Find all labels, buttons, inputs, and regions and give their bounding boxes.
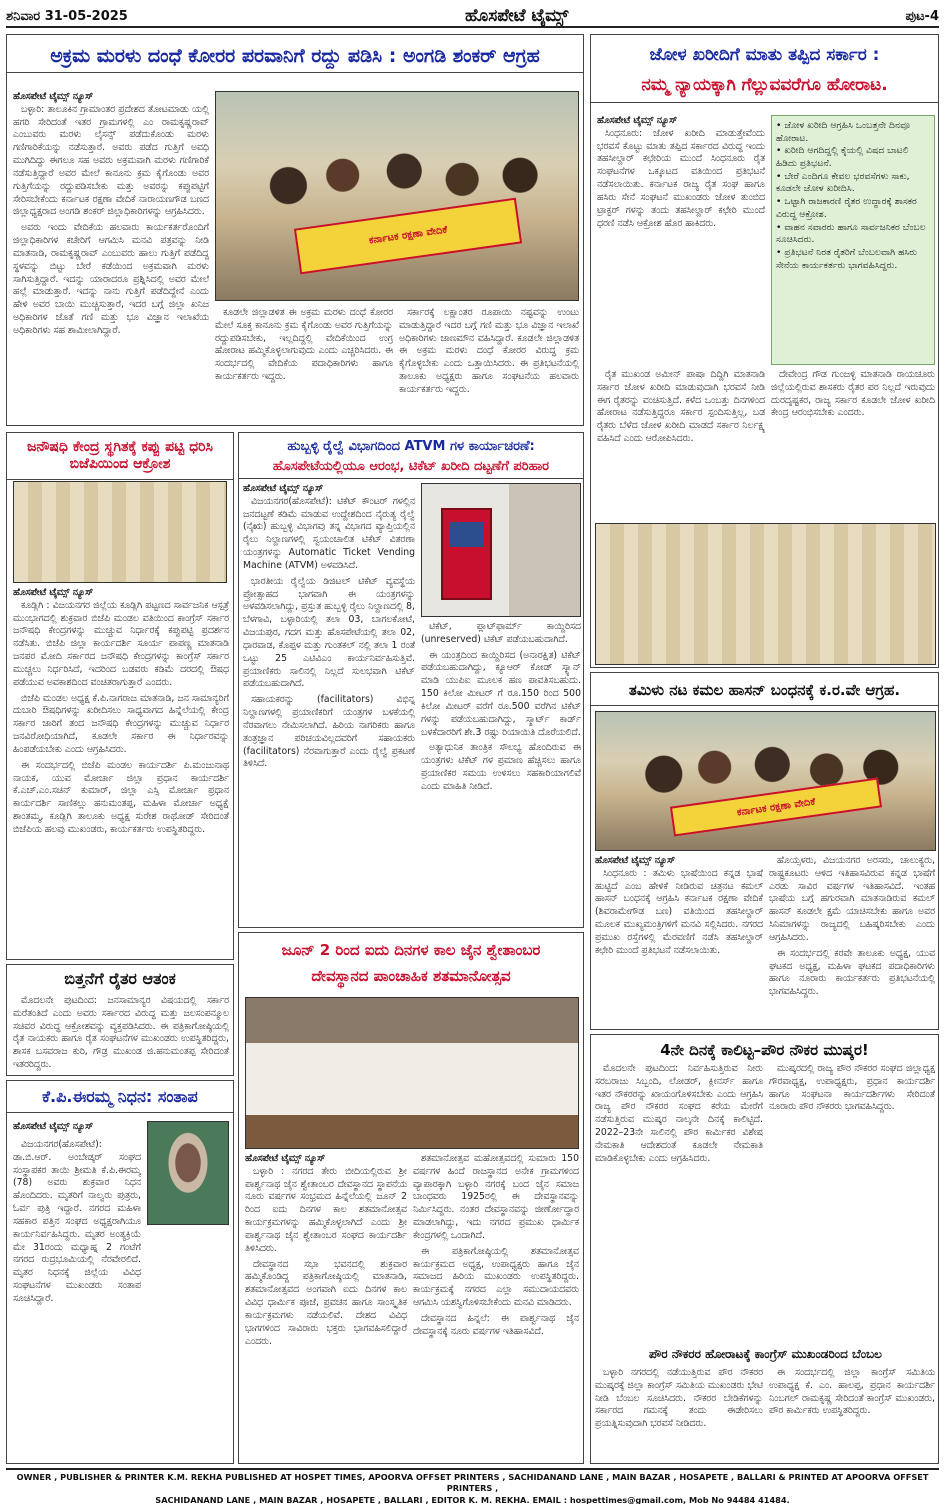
imprint-line: OWNER , PUBLISHER & PRINTER K.M. REKHA PUBLISHED AT HOSPET TIMES, APOORVA OFFSET PRINTERS , SACHIDANAND LANE , MAIN BAZAR , HOSAPETE , BALLARI & PRINTED AT APOORVA OFFSET PRINTERS ,: [16, 1472, 929, 1494]
obituary-portrait-photo: [147, 1121, 229, 1225]
article-paragraph: ಸರ್ಕಾರಕ್ಕೆ ಲಕ್ಷಾಂತರ ರೂಪಾಯಿ ನಷ್ಟವನ್ನು ಉಂಟು ಮಾಡುತ್ತಿದ್ದಾರೆ ಇದರ ಬಗ್ಗೆ ಗಣಿ ಮತ್ತು ಭೂ ವಿಜ್ಞಾನ ಇಲಾಖೆ ಅಧಿಕಾರಿಗಳು ಜಾಣಮೌನ ವಹಿಸಿದ್ದಾರೆ. ಕೂಡಲೇ ಜಿಲ್ಲಾಡಳಿತ ಈ ಅಕ್ರಮ ಮರಳು ದಂಧೆ ಕೋರರ ವಿರುದ್ಧ ಕ್ರಮ ಕೈಗೊಳ್ಳಬೇಕು ಎಂದು ಒತ್ತಾಯಿಸಿದರು. ಈ ಪ್ರತಿಭಟನೆಯಲ್ಲಿ ತಾಲೂಕು ಅಧ್ಯಕ್ಷರು ಹಾಗೂ ಸಂಘಟನೆಯ ಹಲವಾರು ಕಾರ್ಯಕರ್ತರು ಇದ್ದರು.: [399, 307, 579, 395]
article-byline: ಹೊಸಪೇಟೆ ಟೈಮ್ಸ್ ನ್ಯೂಸ್: [595, 855, 676, 866]
article-paragraph: ಈ ಪತ್ರಿಕಾಗೋಷ್ಠಿಯಲ್ಲಿ ಶತಮಾನೋತ್ಸವ ಕಾರ್ಯಕ್ರಮದ ಅಧ್ಯಕ್ಷ, ಉಪಾಧ್ಯಕ್ಷರು ಹಾಗೂ ಜೈನ ಸಮಾಜದ ಹಿರಿಯ ಮುಖಂಡರು ಉಪಸ್ಥಿತರಿದ್ದರು. ಕಾರ್ಯಕ್ರಮಕ್ಕೆ ನಗರದ ಎಲ್ಲಾ ಸಮುದಾಯದವರು ಆಗಮಿಸಿ ಯಶಸ್ವಿಗೊಳಿಸಬೇಕೆಂದು ಮನವಿ ಮಾಡಿದರು.: [413, 1245, 579, 1309]
highlight-item: • ವಾಹನ ಸವಾರರು ಹಾಗೂ ಸಾರ್ವಜನಿಕರ ಬೆಂಬಲ ಸೂಚಿಸಿದರು.: [776, 221, 926, 246]
article-atvm: [238, 432, 584, 928]
article-paragraph: ಕೂಡ್ಲಿಗಿ : ವಿಜಯನಗರ ಜಿಲ್ಲೆಯ ಕೂಡ್ಲಿಗಿ ಪಟ್ಟಣದ ಸಾರ್ವಜನಿಕ ಆಸ್ಪತ್ರೆ ಮುಂಭಾಗದಲ್ಲಿ ಶುಕ್ರವಾರ ಬಿಜೆಪಿ ಮಂಡಲ ವತಿಯಿಂದ ಕಾಂಗ್ರೆಸ್ ಸರ್ಕಾರ ಜನೌಷಧಿ ಕೇಂದ್ರಗಳನ್ನು ಮುಚ್ಚುವ ನಿರ್ಧಾರಕ್ಕೆ ಕಪ್ಪುಪಟ್ಟಿ ಪ್ರದರ್ಶನ ನಡೆಸಿತು. ಬಿಜೆಪಿ ಜಿಲ್ಲಾ ಕಾರ್ಯದರ್ಶಿ ಸೂರ್ಯ ಪಾಪಣ್ಣ ಮಾತನಾಡಿ ಜನಪರ ಮೋದಿ ಸರ್ಕಾರದ ಜನೌಷಧಿ ಕೇಂದ್ರಗಳನ್ನು ಕಾಂಗ್ರೆಸ್ ಸರ್ಕಾರ ಮುಚ್ಚಲು ನಿರ್ಧರಿಸಿದೆ, ಇದರಿಂದ ಬಡವರು ಕಡಿಮೆ ದರದಲ್ಲಿ ಔಷಧ ಪಡೆಯುವ ಅವಕಾಶದಿಂದ ವಂಚಿತರಾಗುತ್ತಾರೆ ಎಂದರು.: [13, 599, 229, 688]
article-paragraph: ಈ ಸಂದರ್ಭದಲ್ಲಿ ಜಿಲ್ಲಾ ಕಾಂಗ್ರೆಸ್ ಸಮಿತಿಯ ಉಪಾಧ್ಯಕ್ಷ ಕೆ. ಎಂ. ಹಾಲಪ್ಪ, ಪ್ರಧಾನ ಕಾರ್ಯದರ್ಶಿ ನಿಂಬಗಲ್ ರಾಮಕೃಷ್ಣ ಸೇರಿದಂತೆ ಕಾಂಗ್ರೆಸ್ ಮುಖಂಡರು, ಪೌರ ಕಾರ್ಮಿಕರು ಉಪಸ್ಥಿತರಿದ್ದರು.: [769, 1367, 935, 1417]
farmers-protest-photo: [595, 523, 936, 665]
article-headline: ಹೊಸಪೇಟೆಯಲ್ಲಿಯೂ ಆರಂಭ, ಟಿಕೆಟ್ ಖರೀದಿ ದಟ್ಟಣೆಗೆ ಪರಿಹಾರ: [239, 457, 583, 480]
atvm-machine: [441, 508, 492, 600]
article-paragraph: ಅತ್ಯಾಧುನಿಕ ತಾಂತ್ರಿಕ ಸೌಲಭ್ಯ ಹೊಂದಿರುವ ಈ ಯಂತ್ರಗಳು ಟಿಕೆಟ್ ಗಳ ಪ್ರಮಾಣ ಹೆಚ್ಚಿಸಲು ಹಾಗೂ ಪ್ರಯಾಣಿಕರ ಸಮಯ ಉಳಿಸಲು ಸಹಕಾರಿಯಾಗಲಿವೆ ಎಂದು ಮಾಹಿತಿ ನೀಡಿದೆ.: [421, 742, 581, 792]
article-paragraph: ರೈತ ಮುಖಂಡ ಅಮೀನ್ ಪಾಷಾ ದಿದ್ದಿಗಿ ಮಾತನಾಡಿ ಸರ್ಕಾರ ಜೋಳ ಖರೀದಿ ಮಾಡುವುದಾಗಿ ಭರವಸೆ ನೀಡಿ ಈಗ ರೈತರನ್ನು ವಂಚಿಸುತ್ತಿದೆ. ಕಳೆದ ಒಂಬತ್ತು ದಿನಗಳಿಂದ ಹೋರಾಟ ನಡೆಸುತ್ತಿದ್ದರೂ ಸರ್ಕಾರ ಸ್ಪಂದಿಸುತ್ತಿಲ್ಲ, ಬಡ ರೈತರು ಬೆಳೆದ ಜೋಳ ಖರೀದಿ ಮಾಡದೆ ಸರ್ಕಾರ ನಿರ್ಲಕ್ಷ್ಯ ವಹಿಸಿದೆ ಎಂದು ಆರೋಪಿಸಿದರು.: [597, 369, 765, 445]
highlights-box: [771, 115, 935, 365]
article-paragraph: ಕೂಡಲೇ ಜಿಲ್ಲಾಡಳಿತ ಈ ಅಕ್ರಮ ಮರಳು ದಂಧೆ ಕೋರರ ಮೇಲೆ ಸೂಕ್ತ ಕಾನೂನು ಕ್ರಮ ಕೈಗೊಂಡು ಅವರ ಗುತ್ತಿಗೆಯನ್ನು ರದ್ದುಪಡಿಸಬೇಕು, ಇಲ್ಲದಿದ್ದಲ್ಲಿ ವೇದಿಕೆಯಿಂದ ಉಗ್ರ ಹೋರಾಟ ಹಮ್ಮಿಕೊಳ್ಳಲಾಗುವುದು ಎಂದು ಎಚ್ಚರಿಸಿದರು. ಈ ಸಂದರ್ಭದಲ್ಲಿ ವೇದಿಕೆಯ ಪದಾಧಿಕಾರಿಗಳು ಹಾಗೂ ಕಾರ್ಯಕರ್ತರು ಇದ್ದರು.: [215, 307, 393, 383]
article-headline: ಜೂನ್ 2 ರಿಂದ ಐದು ದಿನಗಳ ಕಾಲ ಜೈನ ಶ್ವೇತಾಂಬರ: [281, 941, 541, 959]
article-headline: ಅಕ್ರಮ ಮರಳು ದಂಧೆ ಕೋರರ ಪರವಾನಿಗೆ ರದ್ದು ಪಡಿಸಿ : ಅಂಗಡಿ ಶಂಕರ್ ಆಗ್ರಹ: [7, 35, 583, 73]
article-headline: 4ನೇ ದಿನಕ್ಕೆ ಕಾಲಿಟ್ಟ–ಪೌರ ನೌಕರ ಮುಷ್ಕರ!: [660, 1041, 869, 1059]
photo-caption: ಟಿಕೆಟ್, ಪ್ಲಾಟ್‌ಫಾರ್ಮ್ ಕಾಯ್ದಿರಿಸದ (unreserved) ಟಿಕೆಟ್ ಪಡೆಯಬಹುದಾಗಿದೆ.: [421, 621, 581, 645]
masthead: [6, 6, 939, 28]
article-farmers-sowing: [6, 964, 234, 1076]
article-byline: ಹೊಸಪೇಟೆ ಟೈಮ್ಸ್ ನ್ಯೂಸ್: [597, 115, 678, 126]
article-paragraph: ಸಿಂಧನೂರು: ಜೋಳ ಖರೀದಿ ಮಾಡುತ್ತೇವೆಂದು ಭರವಸೆ ಕೊಟ್ಟು ಮಾತು ತಪ್ಪಿದ ಸರ್ಕಾರದ ವಿರುದ್ಧ ಇಂದು ತಹಸೀಲ್ದಾರ್ ಕಛೇರಿಯ ಮುಂದೆ ಸಿಂಧನೂರು ರೈತ ಸಂಘಟನೆಗಳ ಒಕ್ಕೂಟದ ವತಿಯಿಂದ ಪ್ರತಿಭಟನೆ ನಡೆಸಲಾಯಿತು. ಕರ್ನಾಟಕ ರಾಜ್ಯ ರೈತ ಸಂಘ ಹಾಗೂ ಹಸಿರು ಸೇನೆ ಸಂಘಟನೆ ಮುಖಂಡರು ಜೋಳ ತುಂಬಿದ ಟ್ರಾಕ್ಟರ್ ಗಳನ್ನು ತಂದು ತಹಸೀಲ್ದಾರ್ ಕಛೇರಿ ಮುಂದೆ ಧರಣಿ ನಡೆಸಿ ಆಕ್ರೋಶ ಹೊರ ಹಾಕಿದರು.: [597, 127, 765, 229]
highlight-item: • ಒಟ್ಟಾಗಿ ರಾಜಕಾರಣಿ ರೈತರ ಉದ್ಧಾರಕ್ಕೆ ಶಾಸಕರ ವಿರುದ್ಧ ಆಕ್ರೋಶ.: [776, 196, 917, 220]
karave-protest-photo: [595, 711, 936, 851]
article-byline: ಹೊಸಪೇಟೆ ಟೈಮ್ಸ್ ನ್ಯೂಸ್: [13, 1121, 94, 1132]
atvm-photo: [421, 483, 581, 617]
masthead-paper-name: ಹೊಸಪೇಟೆ ಟೈಮ್ಸ್: [464, 6, 569, 26]
article-headline: ಜೋಳ ಖರೀದಿಗೆ ಮಾತು ತಪ್ಪಿದ ಸರ್ಕಾರ :: [649, 45, 880, 65]
article-sand-mining: [6, 34, 584, 426]
article-headline: ತಮಿಳು ನಟ ಕಮಲ ಹಾಸನ್ ಬಂಧನಕ್ಕೆ ಕ.ರ.ವೇ ಆಗ್ರಹ.: [591, 673, 938, 706]
article-paragraph: ಬಿಜೆಪಿ ಮಂಡಲ ಅಧ್ಯಕ್ಷ ಕೆ.ಪಿ.ನಾಗರಾಜ ಮಾತನಾಡಿ, ಜನ ಸಾಮಾನ್ಯರಿಗೆ ದುಬಾರಿ ಔಷಧಿಗಳನ್ನು ಖರೀದಿಸಲು ಸಾಧ್ಯವಾಗದ ಹಿನ್ನೆಲೆಯಲ್ಲಿ ಕೇಂದ್ರ ಸರ್ಕಾರ ಜಾರಿಗೆ ತಂದ ಜನೌಷಧಿ ಕೇಂದ್ರಗಳನ್ನು ಮುಚ್ಚುವ ನಿರ್ಧಾರ ಜನವಿರೋಧಿಯಾಗಿದೆ, ಕೂಡಲೇ ಸರ್ಕಾರ ಈ ನಿರ್ಧಾರವನ್ನು ಹಿಂಪಡೆಯಬೇಕು ಎಂದು ಆಗ್ರಹಿಸಿದರು.: [13, 692, 229, 755]
article-janaushadhi: [6, 432, 234, 960]
article-paragraph: ಬಳ್ಳಾರಿ: ತಾಲೂಕಿನ ಗ್ರಾಮಾಂತರ ಪ್ರದೇಶದ ತೋಟಮಾಡು ಯಲ್ಲಿ ಹಗರಿ ಸೇರಿದಂತೆ ಇತರ ಗ್ರಾಮಗಳಲ್ಲಿ ಎಂ ರಾಮಕೃಷ್ಣರಾವ್ ಎಂಬುವರು ಮರಳು ಲೈಸನ್ಸ್ ಪಡೆದುಕೊಂಡು ಮರಳು ಗಣಿಗಾರಿಕೆಯನ್ನು ನಡೆಸುತ್ತಾರೆ. ಅವರು ಪಡೆದ ಗುತ್ತಿಗೆ ಅವಧಿ ಮುಗಿದಿದ್ದು ಈಗಲೂ ಸಹ ಅವರು ಅಕ್ರಮವಾಗಿ ಮರಳು ಗಣಿಗಾರಿಕೆ ನಡೆಸುತ್ತಿದ್ದಾರೆ ಅವರ ಮೇಲೆ ಕಾನೂನು ಕ್ರಮ ಕೈಗೊಂಡು ಅವರ ಗುತ್ತಿಗೆಯನ್ನು ರದ್ದುಪಡಿಸಬೇಕು ಮತ್ತು ಅವರನ್ನು ಕಪ್ಪುಪಟ್ಟಿಗೆ ಸೇರಿಸಬೇಕೆಂದು ಕರ್ನಾಟಕ ರಕ್ಷಣಾ ವೇದಿಕೆ ನಾರಾಯಣಗೌಡ ಬಣದ ಜಿಲ್ಲಾಧ್ಯಕ್ಷರಾದ ಅಂಗಡಿ ಶಂಕರ್ ಜಿಲ್ಲಾಧಿಕಾರಿಗಳನ್ನು ಆಗ್ರಹಿಸಿದರು.: [13, 103, 209, 218]
article-headline: ಕೆ.ಪಿ.ಈರಮ್ಮ ನಿಧನ: ಸಂತಾಪ: [7, 1081, 233, 1113]
article-headline: ನಮ್ಮ ನ್ಯಾಯಕ್ಕಾಗಿ ಗೆಲ್ಲುವವರೆಗೂ ಹೋರಾಟ.: [591, 67, 938, 102]
highlight-item: • ಖರೀದಿ ಆಗದಿದ್ದಲ್ಲಿ ಕೈಯಲ್ಲಿ ವಿಷದ ಬಾಟಲಿ ಹಿಡಿದು ಪ್ರತಿಭಟನೆ.: [776, 145, 909, 170]
article-paragraph: ಮೊದಲನೇ ಪುಟದಿಂದ: ನಿರ್ವಹಿಸುತ್ತಿರುವ ನೀರು ಸರಬರಾಜು ಸಿಬ್ಬಂದಿ, ಲೋಡರ್, ಕ್ಲೀನರ್ಸ್ ಹಾಗೂ ಇತರ ನೌಕರರನ್ನು ಖಾಯಂಗೊಳಿಸಬೇಕು ಎಂದು ಆಗ್ರಹಿಸಿ ರಾಜ್ಯ ಪೌರ ನೌಕರರ ಸಂಘದ ಕರೆಯ ಮೇರೆಗೆ ನಡೆಸುತ್ತಿರುವ ಮುಷ್ಕರ ನಾಲ್ಕನೇ ದಿನಕ್ಕೆ ಕಾಲಿಟ್ಟಿದೆ. 2022–23ನೇ ಸಾಲಿನಲ್ಲಿ ಪೌರ ಕಾರ್ಮಿಕರ ವಿಶೇಷ ನೇಮಕಾತಿ ಆದೇಶದಂತೆ ಕೂಡಲೇ ನೇಮಕಾತಿ ಮಾಡಿಕೊಳ್ಳಬೇಕು ಎಂದು ಆಗ್ರಹಿಸಿದರು.: [595, 1063, 763, 1164]
article-kamal-haasan: [590, 672, 939, 1030]
article-paragraph: ಈ ಸಂದರ್ಭದಲ್ಲಿ ಕರವೇ ತಾಲೂಕು ಅಧ್ಯಕ್ಷ, ಯುವ ಘಟಕದ ಅಧ್ಯಕ್ಷ, ಮಹಿಳಾ ಘಟಕದ ಪದಾಧಿಕಾರಿಗಳು ಹಾಗೂ ನೂರಾರು ಕಾರ್ಯಕರ್ತರು ಪ್ರತಿಭಟನೆಯಲ್ಲಿ ಭಾಗವಹಿಸಿದ್ದರು.: [769, 947, 935, 998]
protest-photo: [215, 91, 579, 301]
article-headline: ಹುಬ್ಬಳ್ಳಿ ರೈಲ್ವೆ ವಿಭಾಗದಿಂದ ATVM ಗಳ ಕಾರ್ಯಾಚರಣೆ:: [287, 439, 535, 454]
article-paragraph: ವಿಜಯನಗರ(ಹೊಸಪೇಟೆ): ಟಿಕೆಟ್ ಕೌಂಟರ್ ಗಳಲ್ಲಿನ ಜನದಟ್ಟಣೆ ಕಡಿಮೆ ಮಾಡುವ ಉದ್ದೇಶದಿಂದ ನೈರುತ್ಯ ರೈಲ್ವೆ (ನೈಋ) ಹುಬ್ಬಳ್ಳಿ ವಿಭಾಗವು ತನ್ನ ವಿಭಾಗದ ವ್ಯಾಪ್ತಿಯಲ್ಲಿನ ರೈಲು ನಿಲ್ದಾಣಗಳಲ್ಲಿ ಸ್ವಯಂಚಾಲಿತ ಟಿಕೆಟ್ ವಿತರಣಾ ಯಂತ್ರಗಳನ್ನು Automatic Ticket Vending Machine (ATVM) ಅಳವಡಿಸಿದೆ.: [243, 495, 415, 571]
article-jowar-purchase: [590, 34, 939, 668]
masthead-date: ಶನಿವಾರ 31-05-2025: [6, 8, 128, 24]
article-headline: ಜನೌಷಧಿ ಕೇಂದ್ರ ಸ್ಥಗಿತಕ್ಕೆ ಕಪ್ಪು ಪಟ್ಟಿ ಧರಿಸಿ ಬಿಜೆಪಿಯಿಂದ ಆಕ್ರೋಶ: [7, 433, 233, 480]
article-byline: ಹೊಸಪೇಟೆ ಟೈಮ್ಸ್ ನ್ಯೂಸ್: [245, 1153, 326, 1164]
bjp-protest-photo: [13, 481, 227, 583]
article-paragraph: ಈ ಯಂತ್ರದಿಂದ ಕಾಯ್ದಿರಿಸದ (ಅನಾರಕ್ಷಿತ) ಟಿಕೆಟ್ ಪಡೆಯಬಹುದಾಗಿದ್ದು, ಕ್ಯೂಆರ್ ಕೋಡ್ ಸ್ಕ್ಯಾನ್ ಮಾಡಿ ಯುಪಿಐ ಮೂಲಕ ಹಣ ಪಾವತಿಸಬಹುದು. 150 ಕಿಲೋ ಮೀಟರ್ ಗೆ ರೂ.150 ರಿಂದ 500 ಕಿಲೋ ಮೀಟರ್ ವರೆಗೆ ರೂ.500 ವರೆಗಿನ ಟಿಕೆಟ್ ಗಳನ್ನು ಪಡೆಯಬಹುದಾಗಿದ್ದು, ಸ್ಮಾರ್ಟ್ ಕಾರ್ಡ್ ಬಳಕೆದಾರರಿಗೆ ಶೇ.3 ರಷ್ಟು ರಿಯಾಯಿತಿ ದೊರೆಯಲಿದೆ.: [421, 649, 581, 738]
article-paragraph: ಹೊಯ್ಸಳರು, ವಿಜಯನಗರ ಅರಸರು, ಚಾಲುಕ್ಯರು, ರಾಷ್ಟ್ರಕೂಟರು ಆಳಿದ ಇತಿಹಾಸವಿರುವ ಕನ್ನಡ ಭಾಷೆಗೆ ಎರಡು ಸಾವಿರ ವರ್ಷಗಳ ಇತಿಹಾಸವಿದೆ. ಇಂತಹ ಭಾಷೆಯ ಬಗ್ಗೆ ಹಗುರವಾಗಿ ಮಾತನಾಡಿರುವ ಕಮಲ್ ಹಾಸನ್ ಕೂಡಲೇ ಕ್ಷಮೆ ಯಾಚಿಸಬೇಕು ಹಾಗೂ ಅವರ ಸಿನಿಮಾಗಳನ್ನು ರಾಜ್ಯದಲ್ಲಿ ಬಹಿಷ್ಕರಿಸಬೇಕು ಎಂದು ಆಗ್ರಹಿಸಿದರು.: [769, 855, 935, 943]
article-paragraph: ಬಳ್ಳಾರಿ ನಗರದಲ್ಲಿ ನಡೆಯುತ್ತಿರುವ ಪೌರ ನೌಕರರ ಮುಷ್ಕರಕ್ಕೆ ಜಿಲ್ಲಾ ಕಾಂಗ್ರೆಸ್ ಸಮಿತಿಯ ಮುಖಂಡರು ಭೇಟಿ ನೀಡಿ ಬೆಂಬಲ ಸೂಚಿಸಿದರು. ನೌಕರರ ಬೇಡಿಕೆಗಳನ್ನು ಸರ್ಕಾರದ ಗಮನಕ್ಕೆ ತಂದು ಈಡೇರಿಸಲು ಪ್ರಯತ್ನಿಸುವುದಾಗಿ ಭರವಸೆ ನೀಡಿದರು.: [595, 1367, 763, 1430]
press-meet-photo: [245, 997, 579, 1149]
article-paragraph: ಭಾರತೀಯ ರೈಲ್ವೆಯ ಡಿಜಿಟಲ್ ಟಿಕೆಟ್ ವ್ಯವಸ್ಥೆಯ ಪ್ರೋತ್ಸಾಹದ ಭಾಗವಾಗಿ ಈ ಯಂತ್ರಗಳನ್ನು ಅಳವಡಿಸಲಾಗಿದ್ದು, ಪ್ರಸ್ತುತ ಹುಬ್ಬಳ್ಳಿ ರೈಲು ನಿಲ್ದಾಣದಲ್ಲಿ 8, ಬೆಳಗಾವಿ, ಬಳ್ಳಾರಿಯಲ್ಲಿ ತಲಾ 03, ಬಾಗಲಕೋಟೆ, ವಿಜಯಪುರ, ಗದಗ ಮತ್ತು ಹೊಸಪೇಟೆಯಲ್ಲಿ ತಲಾ 02, ಧಾರವಾಡ, ಕೊಪ್ಪಳ ಮತ್ತು ಗುಂತಕಲ್ ನಲ್ಲಿ ತಲಾ 1 ರಂತೆ ಒಟ್ಟು 25 ಎಟಿವಿಎಂ ಕಾರ್ಯನಿರ್ವಹಿಸುತ್ತಿವೆ. ಪ್ರಯಾಣಿಕರು ಸಾಲಿನಲ್ಲಿ ನಿಲ್ಲದೆ ಸುಲಭವಾಗಿ ಟಿಕೆಟ್ ಪಡೆಯಬಹುದಾಗಿದೆ.: [243, 575, 415, 690]
highlight-item: • ಪ್ರತಿಭಟನೆ ನಿರತ ರೈತರಿಗೆ ಬೆಂಬಲವಾಗಿ ಹಸಿರು ಸೇನೆಯ ಕಾರ್ಯಕರ್ತರು ಭಾಗವಹಿಸಿದ್ದರು.: [776, 246, 918, 271]
protest-banner: ಕರ್ನಾಟಕ ರಕ್ಷಣಾ ವೇದಿಕೆ: [294, 197, 523, 274]
article-paragraph: ಅವರು ಇಂದು ವೇದಿಕೆಯ ಹಲವಾರು ಕಾರ್ಯಕರ್ತರೊಂದಿಗೆ ಜಿಲ್ಲಾಧಿಕಾರಿಗಳ ಕಚೇರಿಗೆ ಆಗಮಿಸಿ ಮನವಿ ಪತ್ರವನ್ನು ನೀಡಿ ಮಾತನಾಡಿ, ರಾಮಕೃಷ್ಣರಾವ್ ಎಂಬುವರು ಹಾಲು ಗುತ್ತಿಗೆ ಪಡೆದಿದ್ದ ಸ್ಥಳವನ್ನು ಬಿಟ್ಟು ಬೇರೆ ಕಡೆಯಿಂದ ಅಕ್ರಮವಾಗಿ ಮರಳು ಸಾಗಿಸುತ್ತಿದ್ದಾರೆ. ಇದನ್ನು ಯಾರಾದರೂ ಪ್ರಶ್ನಿಸಿದಲ್ಲಿ ಅವರ ಮೇಲೆ ಹಲ್ಲೆ ಮಾಡುತ್ತಾರೆ. ಇದನ್ನು ನಾನು ಗುತ್ತಿಗೆ ಪಡೆದಿದ್ದೇನೆ ಎಂದು ಹೇಳಿ ಅವರ ಬಾಯಿ ಮುಚ್ಚಿಸುತ್ತಾರೆ, ಇದರ ಬಗ್ಗೆ ಜಿಲ್ಲಾ ಖನಿಜ ಅಧಿಕಾರಿಗಳ ಜೊತೆ ಗಣಿ ಮತ್ತು ಭೂ ವಿಜ್ಞಾನ ಇಲಾಖೆಯ ಅಧಿಕಾರಿಗಳು ಸಹ ಶಾಮೀಲಾಗಿದ್ದಾರೆ.: [13, 222, 209, 336]
article-jain-temple: [238, 932, 584, 1464]
article-paragraph: ಈ ಸಂದರ್ಭದಲ್ಲಿ ಬಿಜೆಪಿ ಮಂಡಲ ಕಾರ್ಯದರ್ಶಿ ಪಿ.ಮಂಜುನಾಥ ನಾಯಕ, ಯುವ ಮೋರ್ಚಾ ಜಿಲ್ಲಾ ಪ್ರಧಾನ ಕಾರ್ಯದರ್ಶಿ ಕೆ.ಎಚ್.ಎಂ.ಸಚಿನ್ ಕುಮಾರ್, ಜಿಲ್ಲಾ ಎಸ್ಸಿ ಮೋರ್ಚಾ ಪ್ರಧಾನ ಕಾರ್ಯದರ್ಶಿ ಸಾಣಿಕಲ್ಲು ಹನುಮಂತಪ್ಪ, ಮಹಿಳಾ ಮೋರ್ಚಾ ಅಧ್ಯಕ್ಷೆ ಶಾಂತಮ್ಮ, ಕೂಡ್ಲಿಗಿ ತಾಲೂಕು ಅಧ್ಯಕ್ಷ ಸುರೇಶ ರಾಥೋಡ್ ಸೇರಿದಂತೆ ಬಿಜೆಪಿಯ ಹಲವು ಮುಖಂಡರು, ಕಾರ್ಯಕರ್ತರು ಉಪಸ್ಥಿತರಿದ್ದರು.: [13, 759, 229, 835]
article-paragraph: ಸಹಾಯಕರನ್ನು (facilitators) ವಿಭಿನ್ನ ನಿಲ್ದಾಣಗಳಲ್ಲಿ ಪ್ರಯಾಣಿಕರಿಗೆ ಯಂತ್ರಗಳ ಬಳಕೆಯಲ್ಲಿ ನೆರವಾಗಲು ನೇಮಿಸಲಾಗಿದೆ. ಹಿರಿಯ ನಾಗರಿಕರು ಹಾಗೂ ತಂತ್ರಜ್ಞಾನ ಪರಿಚಯವಿಲ್ಲದವರಿಗೆ ಸಹಾಯಕರು (facilitators) ನೆರವಾಗುತ್ತಾರೆ ಎಂದು ರೈಲ್ವೆ ಪ್ರಕಟಣೆ ತಿಳಿಸಿದೆ.: [243, 694, 415, 770]
protest-banner: ಕರ್ನಾಟಕ ರಕ್ಷಣಾ ವೇದಿಕೆ: [669, 778, 881, 837]
article-obituary: [6, 1080, 234, 1464]
article-headline: ದೇವಸ್ಥಾನದ ಪಾಂಚಾಹಿಕ ಶತಮಾನೋತ್ಸವ: [311, 967, 511, 985]
imprint-footer: [6, 1468, 939, 1504]
article-subheadline: ಪೌರ ನೌಕರರ ಹೋರಾಟಕ್ಕೆ ಕಾಂಗ್ರೆಸ್ ಮುಖಂಡರಿಂದ ಬೆಂಬಲ: [649, 1347, 882, 1361]
article-paragraph: ದೇವಸ್ಥಾನದ ಹಿನ್ನಲೆ: ಈ ಪಾರ್ಶ್ವನಾಥ ಜೈನ ದೇವಸ್ಥಾನಕ್ಕೆ ನೂರು ವರ್ಷಗಳ ಇತಿಹಾಸವಿದೆ.: [413, 1312, 579, 1337]
article-headline: ಬಿತ್ತನೆಗೆ ರೈತರ ಆತಂಕ: [64, 969, 176, 988]
article-civic-workers-strike: [590, 1034, 939, 1464]
masthead-page-number: ಪುಟ-4: [905, 8, 939, 24]
article-paragraph: ಮೊದಲನೇ ಪುಟದಿಂದ: ಜನಸಾಮಾನ್ಯರ ವಿಷಯದಲ್ಲಿ ಸರ್ಕಾರ ಮರೆತಂತಿದೆ ಎಂದು ಅವರು ಸರ್ಕಾರದ ವಿರುದ್ಧ ಮತ್ತು ಜಲಸಂಪನ್ಮೂಲ ಸಚಿವರ ವಿರುದ್ಧ ಆಕ್ರೋಶವನ್ನು ವ್ಯಕ್ತಪಡಿಸಿದರು. ಈ ಪತ್ರಿಕಾಗೋಷ್ಠಿಯಲ್ಲಿ ರೈತ ನಾಯಕರು ಹಾಗೂ ರೈತ ಸಂಘಟನೆಗಳ ಮುಖಂಡರು ಉಪಸ್ಥಿತರಿದ್ದರು, ಶಾಸಕ ಬಸವರಾಜ ಕುರಿ, ಗೌಡ್ರ ಮುಖಂಡ ಜಿ.ಹನುಮಂತಪ್ಪ ಸೇರಿದಂತೆ ಇತರರಿದ್ದರು.: [13, 995, 229, 1071]
article-byline: ಹೊಸಪೇಟೆ ಟೈಮ್ಸ್ ನ್ಯೂಸ್: [13, 587, 94, 598]
highlight-item: • ಜೋಳ ಖರೀದಿ ಆಗ್ರಹಿಸಿ ಒಂಬತ್ತನೇ ದಿನವೂ ಹೋರಾಟ.: [776, 120, 910, 144]
imprint-line: SACHIDANAND LANE , MAIN BAZAR , HOSAPETE , BALLARI , EDITOR K. M. REKHA. EMAIL : hospettimes@gmail.com, Mob No 94484 41484.: [155, 1494, 790, 1504]
article-paragraph: ಮುಷ್ಕರದಲ್ಲಿ ರಾಜ್ಯ ಪೌರ ನೌಕರರ ಸಂಘದ ಜಿಲ್ಲಾಧ್ಯಕ್ಷ ಗೌರವಾಧ್ಯಕ್ಷ, ಉಪಾಧ್ಯಕ್ಷರು, ಪ್ರಧಾನ ಕಾರ್ಯದರ್ಶಿ ಹಾಗೂ ಸಂಘಟನಾ ಕಾರ್ಯದರ್ಶಿಗಳು ಸೇರಿದಂತೆ ನೂರಾರು ಪೌರ ನೌಕರರು ಭಾಗವಹಿಸಿದ್ದರು.: [769, 1063, 935, 1113]
article-paragraph: ಬಳ್ಳಾರಿ : ನಗರದ ತೇರು ಬೀದಿಯಲ್ಲಿರುವ ಶ್ರೀ ಪಾರ್ಶ್ವನಾಥ ಜೈನ ಶ್ವೇತಾಂಬರ ದೇವಸ್ಥಾನದ ಸ್ಥಾಪನೆಯ ನೂರು ವರ್ಷಗಳ ಸಂಭ್ರಮದ ಹಿನ್ನೆಲೆಯಲ್ಲಿ ಜೂನ್ 2 ರಿಂದ ಐದು ದಿನಗಳ ಕಾಲ ಶತಮಾನೋತ್ಸವ ಕಾರ್ಯಕ್ರಮಗಳನ್ನು ಹಮ್ಮಿಕೊಳ್ಳಲಾಗಿದೆ ಎಂದು ಶ್ರೀ ಪಾರ್ಶ್ವನಾಥ ಜೈನ ಶ್ವೇತಾಂಬರ ಸಂಘದ ಕಾರ್ಯದರ್ಶಿ ತಿಳಿಸಿದರು.: [245, 1165, 407, 1254]
highlight-item: • ಬೇರೆ ಎಂದಿಗೂ ಕೇವಲ ಭರವಸೆಗಳು ಸಾಕು, ಕೂಡಲೇ ಜೋಳ ಖರೀದಿಸಿ.: [776, 170, 910, 195]
article-byline: ಹೊಸಪೇಟೆ ಟೈಮ್ಸ್ ನ್ಯೂಸ್: [13, 91, 94, 102]
article-byline: ಹೊಸಪೇಟೆ ಟೈಮ್ಸ್ ನ್ಯೂಸ್: [243, 483, 324, 494]
atvm-screen: [450, 522, 483, 547]
article-paragraph: ವಿಜಯನಗರ(ಹೊಸಪೇಟೆ): ಡಾ.ಬಿ.ಆರ್. ಅಂಬೇಡ್ಕರ್ ಸಂಘದ ಸಂಸ್ಥಾಪಕರ ತಾಯಿ ಶ್ರೀಮತಿ ಕೆ.ಪಿ.ಈರಮ್ಮ (78) ಅವರು ಶುಕ್ರವಾರ ನಿಧನ ಹೊಂದಿದರು. ಮೃತರಿಗೆ ನಾಲ್ವರು ಪುತ್ರರು, ಓರ್ವ ಪುತ್ರಿ ಇದ್ದಾರೆ. ನಗರದ ಮಹಿಳಾ ಸಹಕಾರ ಪತ್ತಿನ ಸಂಘದ ಅಧ್ಯಕ್ಷರಾಗಿಯೂ ಕಾರ್ಯನಿರ್ವಹಿಸಿದ್ದರು. ಮೃತರ ಅಂತ್ಯಕ್ರಿಯೆ ಮೇ 31ರಂದು ಮಧ್ಯಾಹ್ನ 2 ಗಂಟೆಗೆ ನಗರದ ರುದ್ರಭೂಮಿಯಲ್ಲಿ ನೆರವೇರಲಿದೆ. ಮೃತರ ನಿಧನಕ್ಕೆ ಜಿಲ್ಲೆಯ ವಿವಿಧ ಸಂಘಟನೆಗಳ ಮುಖಂಡರು ಸಂತಾಪ ಸೂಚಿಸಿದ್ದಾರೆ.: [13, 1139, 141, 1304]
article-paragraph: ಸಿಂಧನೂರು : ತಮಿಳು ಭಾಷೆಯಿಂದ ಕನ್ನಡ ಭಾಷೆ ಹುಟ್ಟಿದೆ ಎಂಬ ಹೇಳಿಕೆ ನೀಡಿರುವ ಚಿತ್ರನಟ ಕಮಲ್ ಹಾಸನ್ ಬಂಧನಕ್ಕೆ ಆಗ್ರಹಿಸಿ ಕರ್ನಾಟಕ ರಕ್ಷಣಾ ವೇದಿಕೆ (ಶಿವರಾಮೇಗೌಡ ಬಣ) ವತಿಯಿಂದ ತಹಸೀಲ್ದಾರ್ ಮೂಲಕ ಮುಖ್ಯಮಂತ್ರಿಗಳಿಗೆ ಮನವಿ ಸಲ್ಲಿಸಿದರು. ನಗರದ ಪ್ರಮುಖ ರಸ್ತೆಗಳಲ್ಲಿ ಮೆರವಣಿಗೆ ನಡೆಸಿ ತಹಸೀಲ್ದಾರ್ ಕಛೇರಿ ಮುಂದೆ ಪ್ರತಿಭಟನೆ ನಡೆಸಲಾಯಿತು.: [595, 867, 763, 956]
article-paragraph: ದೇವಸ್ಥಾನದ ಸಭಾ ಭವನದಲ್ಲಿ ಶುಕ್ರವಾರ ಹಮ್ಮಿಕೊಂಡಿದ್ದ ಪತ್ರಿಕಾಗೋಷ್ಠಿಯಲ್ಲಿ ಮಾತನಾಡಿ, ಶತಮಾನೋತ್ಸವದ ಅಂಗವಾಗಿ ಐದು ದಿನಗಳ ಕಾಲ ವಿವಿಧ ಧಾರ್ಮಿಕ ಪೂಜೆ, ಪ್ರವಚನ ಹಾಗೂ ಸಾಂಸ್ಕೃತಿಕ ಕಾರ್ಯಕ್ರಮಗಳು ನಡೆಯಲಿವೆ. ದೇಶದ ವಿವಿಧ ಭಾಗಗಳಿಂದ ಸಾವಿರಾರು ಭಕ್ತರು ಭಾಗವಹಿಸಲಿದ್ದಾರೆ ಎಂದರು.: [245, 1258, 407, 1347]
article-paragraph: ಶತಮಾನೋತ್ಸವ ಮಹೋತ್ಸವದಲ್ಲಿ ಸುಮಾರು 150 ವರ್ಷಗಳ ಹಿಂದೆ ರಾಜಸ್ಥಾನದ ಅನೇಕ ಗ್ರಾಮಗಳಿಂದ ವ್ಯಾಪಾರಕ್ಕಾಗಿ ಬಳ್ಳಾರಿ ನಗರಕ್ಕೆ ಬಂದ ಜೈನ ಸಮಾಜ ಬಾಂಧವರು 1925ರಲ್ಲಿ ಈ ದೇವಸ್ಥಾನವನ್ನು ನಿರ್ಮಿಸಿದ್ದರು. ನಂತರ ದೇವಸ್ಥಾನವನ್ನು ಜೀರ್ಣೋದ್ಧಾರ ಮಾಡಲಾಗಿದ್ದು, ಇದು ನಗರದ ಪ್ರಮುಖ ಧಾರ್ಮಿಕ ಕೇಂದ್ರಗಳಲ್ಲಿ ಒಂದಾಗಿದೆ.: [413, 1153, 579, 1241]
article-paragraph: ದೇವೇಂದ್ರ ಗೌಡ ಗುಂಜಳ್ಳಿ ಮಾತನಾಡಿ ರಾಯಚೂರು ಜಿಲ್ಲೆಯಲ್ಲಿರುವ ಶಾಸಕರು ರೈತರ ಪರ ನಿಲ್ಲದೆ ಇರುವುದು ದುರದೃಷ್ಟಕರ, ರಾಜ್ಯ ಸರ್ಕಾರ ಕೂಡಲೇ ಜೋಳ ಖರೀದಿ ಕೇಂದ್ರ ಆರಂಭಿಸಬೇಕು ಎಂದರು.: [771, 369, 935, 419]
